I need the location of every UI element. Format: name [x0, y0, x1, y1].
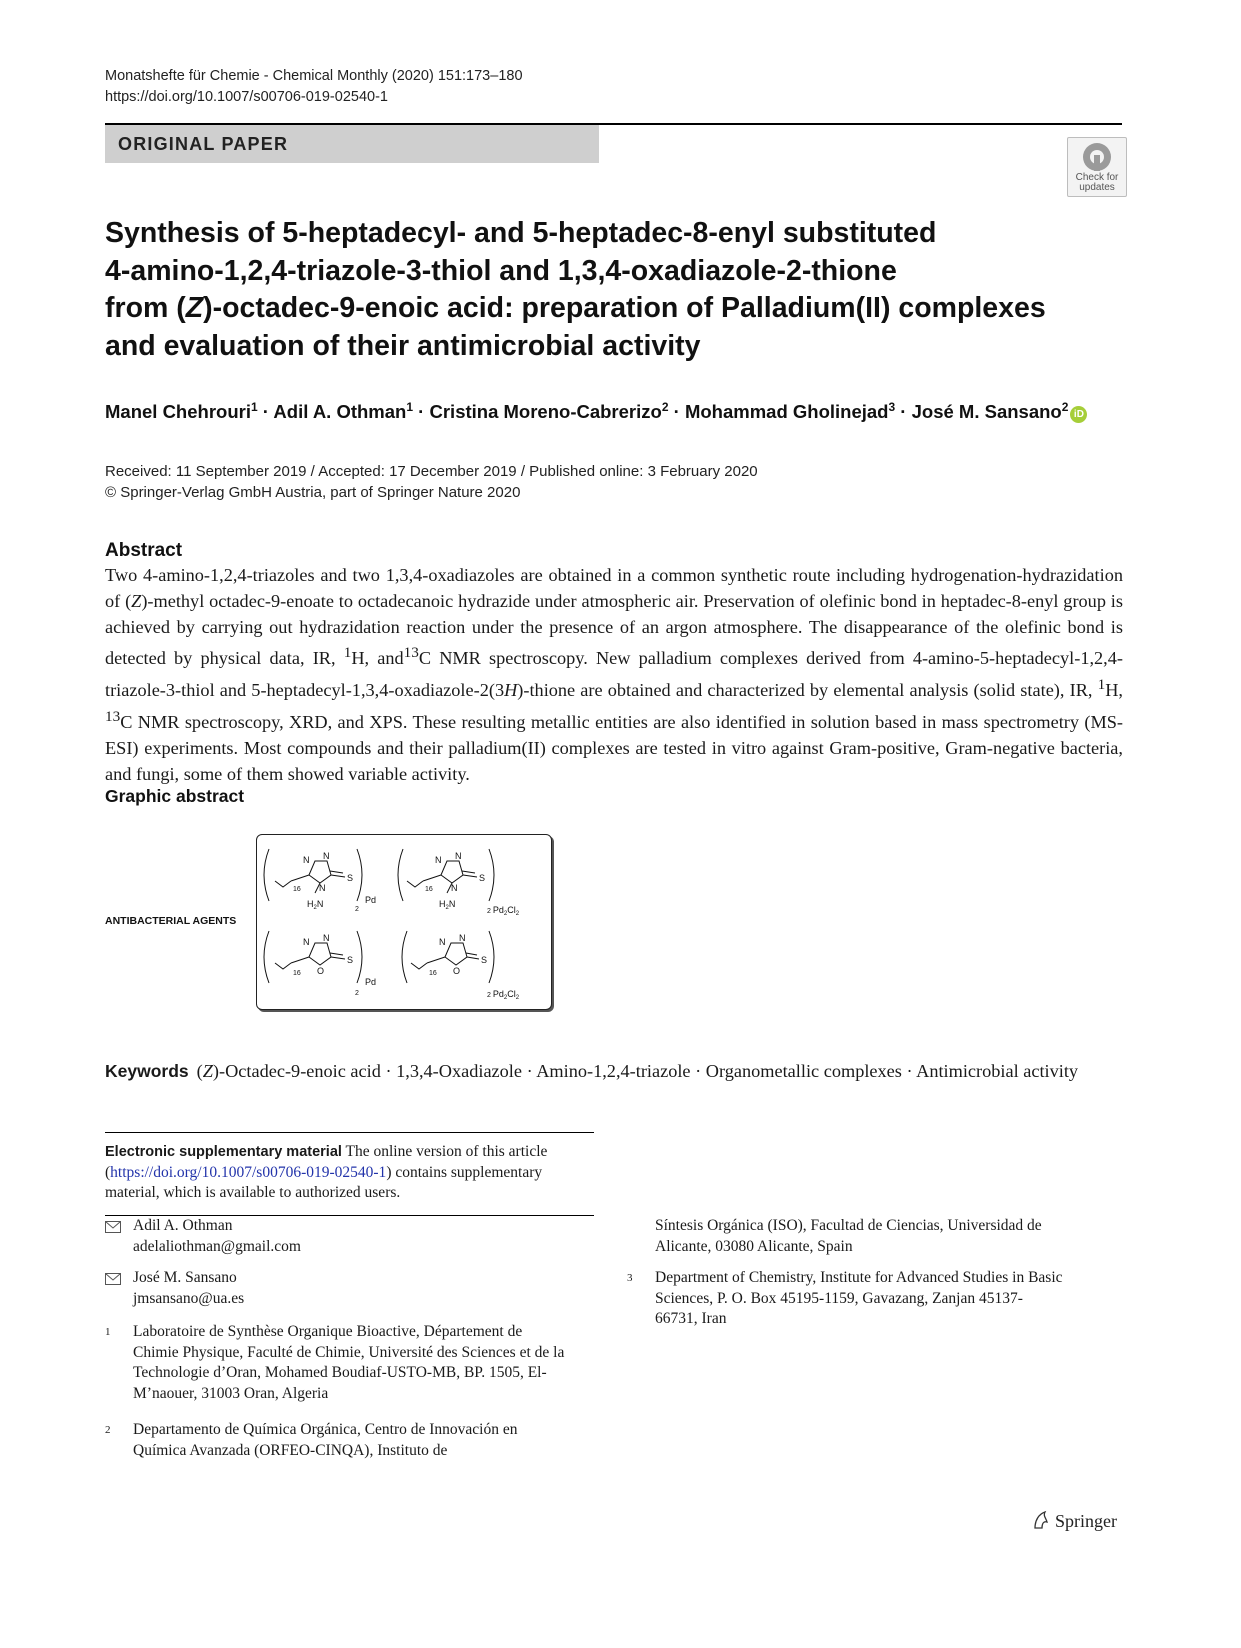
stoich-label: 2 [355, 990, 359, 997]
atom-label: S [481, 955, 488, 965]
title-text: from ( [105, 292, 186, 324]
author-separator: · [257, 401, 274, 423]
abstract-text: )-thione are obtained and characterized by elemental analysis (solid state), IR, [517, 680, 1098, 701]
chain-length: 16 [293, 886, 301, 893]
check-updates-text1: Check for [1075, 172, 1119, 183]
structure-triazole-pd [264, 849, 376, 913]
journal-citation [105, 66, 523, 108]
metal-label: 2 $Pd_2Cl_2$ [487, 905, 520, 917]
atom-label: $H_2N$ [439, 899, 456, 911]
author-separator: · [413, 401, 430, 423]
envelope-icon [105, 1221, 121, 1233]
keywords-text: )-Octadec-9-enoic acid · 1,3,4-Oxadiazole · Amino-1,2,4-triazole · Organometallic complexes · Antimicrobial activity [212, 1061, 1079, 1081]
affiliation-number: 2 [105, 1424, 111, 1436]
abstract-body [105, 563, 1123, 788]
title-text: )-octadec-9-enoic acid: preparation of Palladium(II) complexes [203, 292, 1046, 324]
contact-email[interactable]: jmsansano@ua.es [133, 1289, 245, 1307]
chain-length: 16 [425, 886, 433, 893]
abstract-sup: 13 [403, 644, 419, 662]
contact-name: Adil A. Othman [133, 1217, 233, 1234]
author-affiliation: 1 [406, 400, 414, 414]
affiliation-2-continued: Síntesis Orgánica (ISO), Facultad de Ciencias, Universidad de Alicante, 03080 Alicante, Spain [655, 1217, 1042, 1255]
keywords-heading: Keywords [105, 1061, 189, 1081]
affiliation-3: Department of Chemistry, Institute for Advanced Studies in Basic Sciences, P. O. Box 45195-1159, Gavazang, Zanjan 45137-66731, Iran [655, 1269, 1063, 1327]
supplementary-note [105, 1142, 565, 1204]
abstract-text: H, [1105, 680, 1123, 701]
keywords [105, 1058, 1123, 1084]
atom-label: N [303, 937, 310, 947]
article-title [105, 215, 1135, 365]
chain-length: 16 [429, 970, 437, 977]
author-separator: · [895, 401, 912, 423]
check-for-updates-badge[interactable] [1067, 137, 1127, 197]
esm-rule-top [105, 1132, 594, 1133]
graphic-abstract-label: ANTIBACTERIAL AGENTS [105, 915, 237, 927]
metal-label: 2 $Pd_2Cl_2$ [487, 989, 520, 1001]
author-affiliation: 2 [661, 400, 669, 414]
abstract-text: H, and [351, 648, 404, 669]
check-updates-icon [1081, 141, 1113, 173]
graphic-abstract-heading: Graphic abstract [105, 786, 245, 806]
title-italic: Z [185, 292, 204, 324]
keywords-italic: Z [202, 1061, 213, 1081]
atom-label: N [435, 855, 442, 865]
author-name[interactable]: Adil A. Othman [273, 401, 407, 423]
abstract-text: C NMR spectroscopy, XRD, and XPS. These resulting metallic entities are also identified in solution based in mass spectrometry (MS-ESI) experiments. Most compounds and their palladium(II) complexes are tested in vitro against Gram-positive, Gram-negative bacteria, and fungi, some of them showed variable activity. [105, 712, 1123, 784]
atom-label: N [455, 851, 462, 861]
check-updates-text2: updates [1079, 182, 1115, 193]
paper-type-label: ORIGINAL PAPER [118, 134, 289, 154]
abstract-text: Two 4-amino-1,2,4-triazoles and two 1,3,4-oxadiazoles are obtained in a common synthetic route including hydrogenation-hydrazidation of ( [105, 565, 1123, 611]
chemical-structures-diagram [257, 835, 551, 1009]
contact-sansano [133, 1268, 244, 1309]
title-line: Synthesis of 5-heptadecyl- and 5-heptadec-8-enyl substituted [105, 217, 937, 249]
affiliation-number: 3 [627, 1272, 633, 1284]
doi-line[interactable]: https://doi.org/10.1007/s00706-019-02540-1 [105, 89, 388, 105]
contact-email[interactable]: adelaliothman@gmail.com [133, 1237, 301, 1255]
atom-label: S [347, 955, 354, 965]
esm-text: ) contains supplementary material, which is available to authorized users. [105, 1163, 543, 1201]
atom-label: N [459, 933, 466, 943]
publisher-logo [1031, 1510, 1117, 1532]
publisher-name: Springer [1055, 1511, 1117, 1531]
atom-label: N [303, 855, 310, 865]
abstract-italic: H [504, 680, 518, 701]
graphic-abstract-figure [256, 834, 552, 1010]
affiliation-2: Departamento de Química Orgánica, Centro de Innovación en Química Avanzada (ORFEO-CINQA), Instituto de [133, 1421, 518, 1459]
journal-line: Monatshefte für Chemie - Chemical Monthly (2020) 151:173–180 [105, 68, 523, 84]
keywords-text: ( [196, 1061, 203, 1081]
contact-name: José M. Sansano [133, 1269, 237, 1286]
atom-label: S [347, 873, 354, 883]
atom-label: $H_2N$ [307, 899, 324, 911]
author-name[interactable]: Cristina Moreno-Cabrerizo [429, 401, 662, 423]
abstract-sup: 1 [1097, 676, 1106, 694]
author-name[interactable]: José M. Sansano [911, 401, 1062, 423]
structure-oxadiazole-pd [264, 931, 376, 997]
atom-label: S [479, 873, 486, 883]
atom-label: O [317, 966, 325, 976]
structure-oxadiazole-pd2cl2 [402, 931, 520, 1001]
abstract-text: )-methyl octadec-9-enoate to octadecanoic hydrazide under atmospheric air. Preservation of olefinic bond in heptadec-8-enyl group is achieved by carrying out hydrazidation reaction under the presence of an argon atmosphere. The disappearance of the olefinic bond is detected by physical data, IR, [105, 590, 1123, 669]
metal-label: Pd [365, 895, 377, 905]
atom-label: N [323, 851, 330, 861]
structure-triazole-pd2cl2 [398, 849, 520, 917]
envelope-icon [105, 1273, 121, 1285]
orcid-icon[interactable]: iD [1070, 406, 1087, 423]
author-affiliation: 3 [888, 400, 896, 414]
abstract-heading: Abstract [105, 540, 183, 561]
chain-length: 16 [293, 970, 301, 977]
esm-doi-link[interactable]: https://doi.org/10.1007/s00706-019-02540-1 [110, 1163, 387, 1181]
atom-label: N [439, 937, 446, 947]
dates-line: Received: 11 September 2019 / Accepted: 17 December 2019 / Published online: 3 February 2020 [105, 463, 758, 480]
author-affiliation: 1 [250, 400, 258, 414]
author-name[interactable]: Mohammad Gholinejad [684, 401, 889, 423]
abstract-italic: Z [131, 590, 142, 611]
copyright-line: © Springer-Verlag GmbH Austria, part of Springer Nature 2020 [105, 484, 521, 501]
atom-label: N [323, 933, 330, 943]
abstract-text: C NMR spectroscopy. New palladium complexes derived from 4-amino-5-heptadecyl-1,2,4-triazole-3-thiol and 5-heptadecyl-1,3,4-oxadiazole-2(3 [105, 648, 1123, 701]
stoich-label: 2 [355, 906, 359, 913]
atom-label: O [453, 966, 461, 976]
author-list [105, 400, 1087, 423]
author-separator: · [668, 401, 685, 423]
esm-heading: Electronic supplementary material [105, 1144, 342, 1160]
affiliation-number: 1 [105, 1326, 111, 1338]
springer-horse-icon [1031, 1510, 1051, 1530]
atom-label: N [319, 883, 326, 893]
title-line: 4-amino-1,2,4-triazole-3-thiol and 1,3,4-oxadiazole-2-thione [105, 254, 897, 287]
contact-othman [133, 1216, 301, 1257]
abstract-sup: 1 [343, 644, 352, 662]
esm-text: The online version of this article ( [105, 1143, 548, 1181]
metal-label: Pd [365, 977, 377, 987]
title-line: and evaluation of their antimicrobial activity [105, 329, 701, 362]
title-line [105, 290, 1135, 328]
abstract-sup: 13 [105, 708, 121, 726]
affiliation-1: Laboratoire de Synthèse Organique Bioactive, Département de Chimie Physique, Faculté de Chimie, Université des Sciences et de la Technologie d’Oran, Mohamed Boudiaf-USTO-MB, BP. 1505, El-M’naouer, 31003 Oran, Algeria [133, 1323, 565, 1402]
atom-label: N [451, 883, 458, 893]
publication-dates [105, 461, 758, 503]
author-affiliation: 2 [1061, 400, 1069, 414]
author-name[interactable]: Manel Chehrouri [105, 401, 251, 423]
